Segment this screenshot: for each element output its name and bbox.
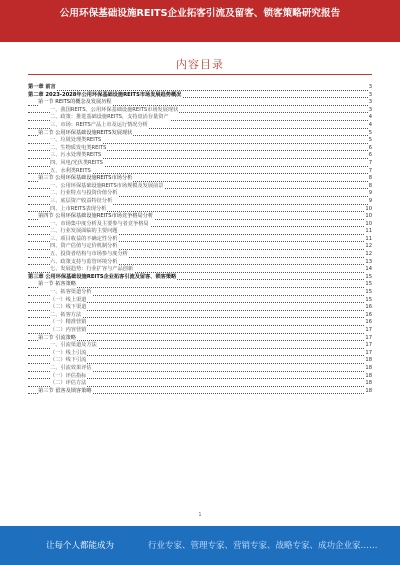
toc-entry-label: （一）线上引流 bbox=[50, 349, 87, 356]
toc-entry[interactable] bbox=[28, 327, 372, 335]
toc-entry-page: 15 bbox=[365, 281, 372, 288]
toc-entry-page: 12 bbox=[365, 243, 372, 250]
toc-entry-label: 六、政策支持与监管环境分析 bbox=[50, 258, 118, 265]
toc-entry-page: 18 bbox=[365, 357, 372, 364]
toc-entry-page: 17 bbox=[365, 342, 372, 349]
toc-entry-page: 3 bbox=[368, 106, 372, 113]
toc-entry-page: 14 bbox=[365, 266, 372, 273]
toc-entry-label: 五、投资者结构与市场参与度分析 bbox=[50, 251, 128, 258]
toc-entry-page: 7 bbox=[368, 167, 372, 174]
toc-entry[interactable] bbox=[28, 122, 372, 130]
toc-entry-page: 11 bbox=[365, 228, 372, 235]
toc-entry-label: 二、拓客方法 bbox=[50, 311, 82, 318]
toc-entry-page: 16 bbox=[365, 311, 372, 318]
toc-entry-label: 第三章 公用环保基础设施REITS企业拓客引流及留客、锁客策略 bbox=[28, 273, 177, 280]
toc-entry[interactable] bbox=[28, 114, 372, 122]
toc-entry-label: 四、上市REITS表现分析 bbox=[50, 205, 107, 212]
toc-leader-dots bbox=[28, 287, 372, 288]
toc-entry-label: 第三节 公用环保基础设施REITS市场分析 bbox=[38, 175, 133, 182]
toc-entry[interactable] bbox=[28, 304, 372, 312]
report-title: 公用环保基础设施REITS企业拓客引流及留客、锁客策略研究报告 bbox=[59, 8, 341, 19]
toc-entry-page: 3 bbox=[368, 99, 372, 106]
toc-entry-label: 三、项目收益的不确定性分析 bbox=[50, 235, 118, 242]
toc-entry[interactable] bbox=[28, 198, 372, 206]
toc-entry-page: 5 bbox=[368, 129, 372, 136]
report-header bbox=[0, 0, 400, 42]
toc-entry-label: 第三节 留客及锁客策略 bbox=[38, 387, 92, 394]
toc-entry-page: 18 bbox=[365, 372, 372, 379]
footer-banner bbox=[0, 526, 400, 565]
toc-entry-label: （一）线上渠道 bbox=[50, 296, 87, 303]
toc-entry-page: 17 bbox=[365, 349, 372, 356]
toc-entry-label: 第二章 2023-2028年公用环保基础设施REITS市场发展趋势概况 bbox=[28, 91, 182, 98]
toc-entry-page: 7 bbox=[368, 159, 372, 166]
toc-entry-label: （二）评估方法 bbox=[50, 380, 87, 387]
toc-entry[interactable] bbox=[28, 175, 372, 183]
toc-entry-label: 二、引流效果评估 bbox=[50, 364, 92, 371]
toc-entry[interactable] bbox=[28, 190, 372, 198]
toc-entry[interactable] bbox=[28, 99, 372, 107]
footer-slogan: 让每个人都能成为 bbox=[46, 541, 115, 551]
toc-entry-label: 四、风电/光伏类REITS bbox=[50, 159, 103, 166]
toc-entry-page: 18 bbox=[365, 380, 372, 387]
toc-entry-label: （二）内容营销 bbox=[50, 327, 87, 333]
toc-entry-page: 4 bbox=[368, 114, 372, 121]
toc-entry-page: 4 bbox=[368, 121, 372, 128]
toc-entry[interactable] bbox=[28, 213, 372, 221]
toc-entry[interactable] bbox=[28, 84, 372, 92]
toc-entry-page: 16 bbox=[365, 304, 372, 311]
toc-entry-label: 第四节 公用环保基础设施REITS市场竞争格局分析 bbox=[38, 213, 154, 220]
toc-entry[interactable] bbox=[28, 342, 372, 350]
toc-entry-label: 二、行业特点与投资价值分析 bbox=[50, 190, 118, 197]
toc-entry[interactable] bbox=[28, 228, 372, 236]
toc-entry-label: （二）线下渠道 bbox=[50, 304, 87, 311]
toc-entry-page: 10 bbox=[365, 220, 372, 227]
toc-entry-page: 3 bbox=[368, 91, 372, 98]
toc-entry[interactable] bbox=[28, 206, 372, 214]
toc-entry-page: 15 bbox=[365, 296, 372, 303]
toc-entry[interactable] bbox=[28, 168, 372, 176]
toc-entry-label: 五、水利类REITS bbox=[50, 167, 91, 174]
toc-entry[interactable] bbox=[28, 357, 372, 365]
toc-entry[interactable] bbox=[28, 365, 372, 373]
toc-entry-label: 三、底层资产收益特征分析 bbox=[50, 197, 113, 204]
toc-entry[interactable] bbox=[28, 281, 372, 289]
toc-leader-dots bbox=[28, 90, 372, 91]
toc-entry[interactable] bbox=[28, 289, 372, 297]
toc-entry-page: 8 bbox=[368, 175, 372, 182]
toc-entry[interactable] bbox=[28, 152, 372, 160]
toc-entry-label: 二、行业发展面临的主要问题 bbox=[50, 228, 118, 235]
toc-entry-label: 二、生物质发电类REITS bbox=[50, 144, 107, 151]
toc-entry-page: 8 bbox=[368, 182, 372, 189]
toc-entry[interactable] bbox=[28, 243, 372, 251]
toc-entry-label: 三、污水处理类REITS bbox=[50, 152, 102, 159]
toc-entry-label: （二）线下引流 bbox=[50, 357, 87, 364]
toc-entry-label: 一、垃圾处理类REITS bbox=[50, 137, 102, 144]
toc-entry-label: （一）精准营销 bbox=[50, 319, 87, 326]
toc-entry[interactable] bbox=[28, 319, 372, 327]
toc-entry-label: 七、发展趋势：行业扩容与产品创新 bbox=[50, 266, 134, 273]
toc-entry-label: 第二节 公用环保基础设施REITS发展现状 bbox=[38, 129, 133, 136]
toc-entry-page: 9 bbox=[368, 197, 372, 204]
toc-entry-label: 一、引流渠道及方法 bbox=[50, 342, 97, 349]
toc-entry-label: 第一节 REITS的概念及发展历程 bbox=[38, 99, 112, 106]
toc-entry-page: 18 bbox=[365, 364, 372, 371]
footer-tagline: 行业专家、管理专家、营销专家、战略专家、成功企业家…… bbox=[148, 541, 378, 551]
toc-heading-underline bbox=[28, 74, 372, 75]
toc-entry[interactable] bbox=[28, 274, 372, 282]
toc-entry-label: （一）评估指标 bbox=[50, 372, 87, 379]
toc-entry-page: 5 bbox=[368, 137, 372, 144]
toc-entry-label: 一、公用环保基础设施REITS市场规模及发展前景 bbox=[50, 182, 164, 189]
toc-entry-label: 一、拓客渠道分析 bbox=[50, 289, 92, 296]
toc-heading: 内容目录 bbox=[176, 58, 224, 71]
toc-entry-page: 12 bbox=[365, 251, 372, 258]
toc-entry-page: 16 bbox=[365, 319, 372, 326]
toc-entry[interactable] bbox=[28, 380, 372, 388]
toc-entry-label: 第二节 引流策略 bbox=[38, 334, 76, 341]
toc-entry-page: 6 bbox=[368, 144, 372, 151]
toc-entry-page: 9 bbox=[368, 190, 372, 197]
toc-entry-page: 15 bbox=[365, 273, 372, 280]
toc-entry-label: 四、资产估值与定价机制分析 bbox=[50, 243, 118, 250]
toc-entry-label: 第一节 拓客策略 bbox=[38, 281, 76, 288]
toc-entry-page: 3 bbox=[368, 84, 372, 90]
toc-entry-page: 11 bbox=[365, 235, 372, 242]
toc-entry-label: 二、政策：推进基础设施REITS，支持盘活存量资产 bbox=[50, 114, 169, 121]
toc-entry-page: 15 bbox=[365, 289, 372, 296]
toc-entry[interactable] bbox=[28, 388, 372, 396]
toc-entry[interactable] bbox=[28, 137, 372, 145]
table-of-contents bbox=[28, 84, 372, 395]
toc-entry-page: 18 bbox=[365, 387, 372, 394]
page-number: 1 bbox=[198, 512, 202, 518]
toc-entry[interactable] bbox=[28, 251, 372, 259]
toc-entry-page: 13 bbox=[365, 258, 372, 265]
toc-entry-page: 6 bbox=[368, 152, 372, 159]
toc-entry-label: 第一章 前言 bbox=[28, 84, 56, 90]
toc-entry-page: 10 bbox=[365, 213, 372, 220]
toc-entry-page: 17 bbox=[365, 327, 372, 333]
toc-entry-label: 一、市场集中度分析及主要参与者竞争格局 bbox=[50, 220, 149, 227]
toc-entry[interactable] bbox=[28, 266, 372, 274]
toc-entry-page: 17 bbox=[365, 334, 372, 341]
toc-entry-label: 三、市场：REITS产品上市及运行情况分析 bbox=[50, 121, 148, 128]
toc-entry-page: 10 bbox=[365, 205, 372, 212]
toc-entry[interactable] bbox=[28, 160, 372, 168]
toc-entry-label: 一、我国REITS、公用环保基础设施REITS市场发展现状 bbox=[50, 106, 179, 113]
